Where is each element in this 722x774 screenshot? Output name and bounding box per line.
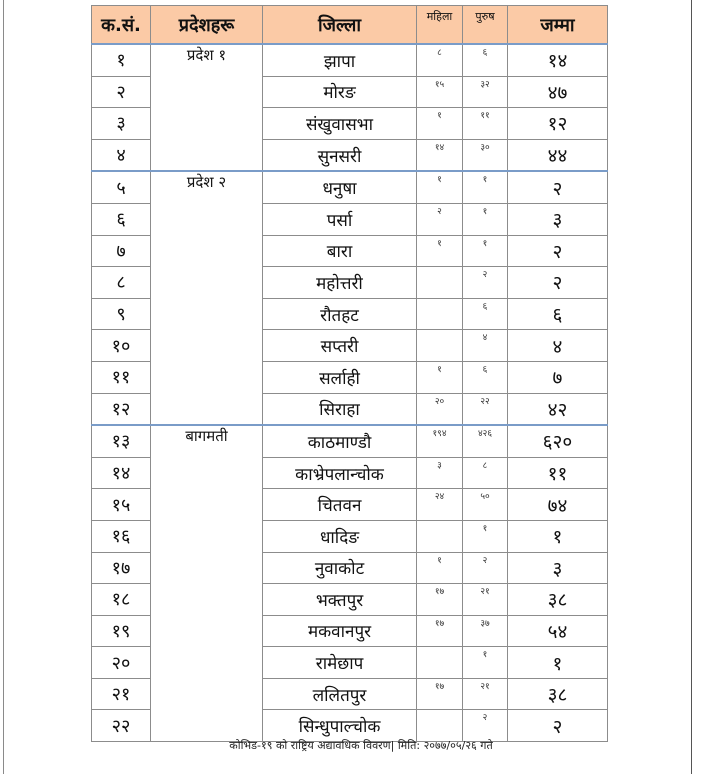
total-count-cell: २ — [508, 235, 608, 267]
province-cell: बागमती — [151, 425, 263, 741]
table-row — [92, 171, 608, 203]
district-cell: बारा — [263, 235, 417, 267]
district-cell: काभ्रेपलान्चोक — [263, 457, 417, 489]
district-cell: सप्तरी — [263, 330, 417, 362]
total-count-cell: २ — [508, 710, 608, 742]
serial-number-cell: १९ — [92, 615, 151, 647]
district-cell: ललितपुर — [263, 678, 417, 710]
serial-number-cell: १ — [92, 44, 151, 76]
total-count-cell: ७ — [508, 361, 608, 393]
female-count-cell: ८ — [417, 44, 463, 76]
male-count-cell: १ — [463, 203, 508, 235]
total-count-cell: ६ — [508, 298, 608, 330]
male-count-cell: ६ — [463, 361, 508, 393]
total-count-cell: ४ — [508, 330, 608, 362]
total-count-cell: १४ — [508, 44, 608, 76]
male-count-cell: १ — [463, 235, 508, 267]
total-count-cell: ४७ — [508, 76, 608, 108]
female-count-cell: १९४ — [417, 425, 463, 457]
header-sn: क.सं. — [92, 6, 151, 45]
female-count-cell: २ — [417, 203, 463, 235]
total-count-cell: १ — [508, 520, 608, 552]
total-count-cell: ११ — [508, 457, 608, 489]
female-count-cell: १४ — [417, 139, 463, 171]
female-count-cell: १ — [417, 171, 463, 203]
male-count-cell: ६ — [463, 298, 508, 330]
total-count-cell: ३ — [508, 203, 608, 235]
header-male: पुरुष — [463, 6, 508, 45]
female-count-cell: १७ — [417, 678, 463, 710]
district-cell: झापा — [263, 44, 417, 76]
district-cell: सिराहा — [263, 393, 417, 425]
district-cell: चितवन — [263, 489, 417, 521]
serial-number-cell: ६ — [92, 203, 151, 235]
district-cell: भक्तपुर — [263, 584, 417, 616]
district-cell: सर्लाही — [263, 361, 417, 393]
total-count-cell: २ — [508, 171, 608, 203]
total-count-cell: ५४ — [508, 615, 608, 647]
male-count-cell: २१ — [463, 584, 508, 616]
female-count-cell — [417, 298, 463, 330]
serial-number-cell: ११ — [92, 361, 151, 393]
page-edge-right — [691, 0, 692, 774]
serial-number-cell: ३ — [92, 108, 151, 140]
male-count-cell: ८ — [463, 457, 508, 489]
total-count-cell: ४२ — [508, 393, 608, 425]
total-count-cell: ३८ — [508, 584, 608, 616]
female-count-cell — [417, 330, 463, 362]
district-cell: पर्सा — [263, 203, 417, 235]
serial-number-cell: १७ — [92, 552, 151, 584]
female-count-cell: १ — [417, 361, 463, 393]
header-female: महिला — [417, 6, 463, 45]
male-count-cell: २२ — [463, 393, 508, 425]
female-count-cell — [417, 520, 463, 552]
serial-number-cell: ४ — [92, 139, 151, 171]
total-count-cell: १२ — [508, 108, 608, 140]
male-count-cell: १ — [463, 647, 508, 679]
total-count-cell: ६२० — [508, 425, 608, 457]
male-count-cell: ३७ — [463, 615, 508, 647]
district-cell: धनुषा — [263, 171, 417, 203]
serial-number-cell: ५ — [92, 171, 151, 203]
table-row — [92, 425, 608, 457]
female-count-cell: १ — [417, 235, 463, 267]
total-count-cell: २ — [508, 267, 608, 299]
female-count-cell: १७ — [417, 615, 463, 647]
serial-number-cell: १२ — [92, 393, 151, 425]
male-count-cell: ४ — [463, 330, 508, 362]
serial-number-cell: १८ — [92, 584, 151, 616]
female-count-cell — [417, 710, 463, 742]
district-cell: सुनसरी — [263, 139, 417, 171]
district-cell: रामेछाप — [263, 647, 417, 679]
serial-number-cell: १० — [92, 330, 151, 362]
female-count-cell: २४ — [417, 489, 463, 521]
header-district: जिल्ला — [263, 6, 417, 45]
total-count-cell: ७४ — [508, 489, 608, 521]
district-cell: महोत्तरी — [263, 267, 417, 299]
serial-number-cell: १३ — [92, 425, 151, 457]
total-count-cell: ४४ — [508, 139, 608, 171]
province-cell: प्रदेश २ — [151, 171, 263, 425]
female-count-cell: ३ — [417, 457, 463, 489]
female-count-cell: १ — [417, 552, 463, 584]
total-count-cell: ३८ — [508, 678, 608, 710]
serial-number-cell: २२ — [92, 710, 151, 742]
table-header-row — [92, 6, 608, 45]
male-count-cell: २१ — [463, 678, 508, 710]
district-cell: धादिङ — [263, 520, 417, 552]
total-count-cell: १ — [508, 647, 608, 679]
serial-number-cell: ९ — [92, 298, 151, 330]
serial-number-cell: १४ — [92, 457, 151, 489]
female-count-cell — [417, 647, 463, 679]
footer-caption: कोभिड-१९ को राष्ट्रिय अद्यावधिक विवरण| मिति: २०७७/०५/२६ गते — [229, 739, 493, 752]
male-count-cell: ४२६ — [463, 425, 508, 457]
serial-number-cell: २० — [92, 647, 151, 679]
male-count-cell: ६ — [463, 44, 508, 76]
male-count-cell: २ — [463, 710, 508, 742]
total-count-cell: ३ — [508, 552, 608, 584]
male-count-cell: ३२ — [463, 76, 508, 108]
table-body — [92, 44, 608, 742]
serial-number-cell: १५ — [92, 489, 151, 521]
male-count-cell: ११ — [463, 108, 508, 140]
male-count-cell: २ — [463, 267, 508, 299]
district-cell: रौतहट — [263, 298, 417, 330]
covid-district-table — [91, 5, 608, 742]
district-cell: सिन्धुपाल्चोक — [263, 710, 417, 742]
male-count-cell: २ — [463, 552, 508, 584]
serial-number-cell: ८ — [92, 267, 151, 299]
female-count-cell: १७ — [417, 584, 463, 616]
female-count-cell: २० — [417, 393, 463, 425]
district-cell: मोरङ — [263, 76, 417, 108]
district-cell: काठमाण्डौ — [263, 425, 417, 457]
male-count-cell: १ — [463, 520, 508, 552]
page-edge-left — [3, 0, 4, 774]
female-count-cell: १५ — [417, 76, 463, 108]
serial-number-cell: २ — [92, 76, 151, 108]
district-cell: संखुवासभा — [263, 108, 417, 140]
header-province: प्रदेशहरू — [151, 6, 263, 45]
female-count-cell — [417, 267, 463, 299]
serial-number-cell: ७ — [92, 235, 151, 267]
district-cell: मकवानपुर — [263, 615, 417, 647]
female-count-cell: १ — [417, 108, 463, 140]
serial-number-cell: १६ — [92, 520, 151, 552]
table-row — [92, 44, 608, 76]
male-count-cell: ३० — [463, 139, 508, 171]
province-cell: प्रदेश १ — [151, 44, 263, 171]
male-count-cell: १ — [463, 171, 508, 203]
male-count-cell: ५० — [463, 489, 508, 521]
serial-number-cell: २१ — [92, 678, 151, 710]
district-cell: नुवाकोट — [263, 552, 417, 584]
header-total: जम्मा — [508, 6, 608, 45]
